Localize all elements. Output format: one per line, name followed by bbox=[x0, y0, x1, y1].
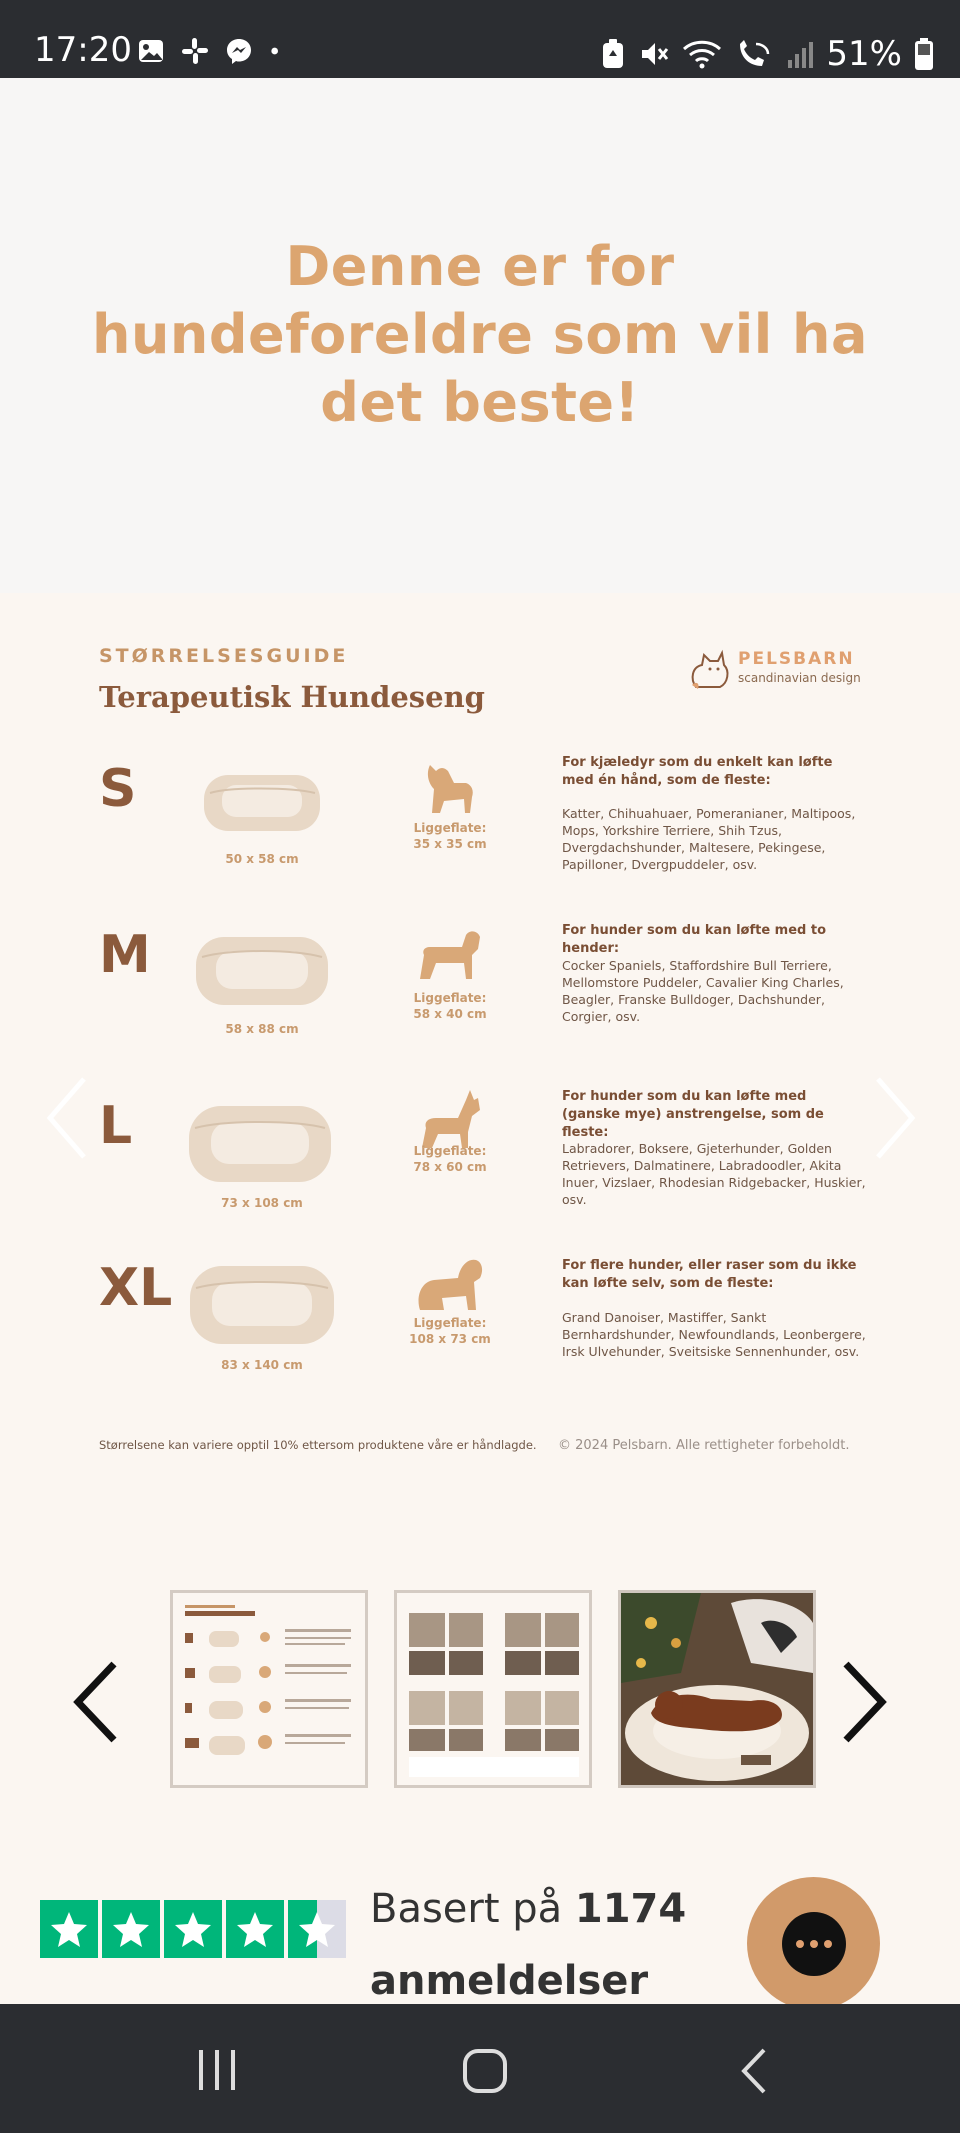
size-row-m bbox=[0, 923, 960, 1083]
thumbnail-size-guide[interactable] bbox=[170, 1590, 368, 1788]
android-nav-bar bbox=[0, 2004, 960, 2133]
size-guide-slide[interactable] bbox=[0, 593, 960, 1523]
signal-icon bbox=[786, 38, 814, 70]
lie-dimensions: 35 x 35 cm bbox=[413, 837, 487, 851]
hero-title: Denne er for hundeforeldre som vil ha det beste! bbox=[92, 235, 868, 434]
lie-label: Liggeflate: bbox=[413, 1144, 487, 1158]
battery-icon bbox=[914, 37, 934, 71]
size-breed-list: Labradorer, Boksere, Gjeterhunder, Golden Retrievers, Dalmatinere, Labradoodler, Akita Inuer, Vizslaer, Rhodesian Ridgebacker, Huskier, osv. bbox=[562, 1141, 866, 1207]
status-right-icons bbox=[600, 34, 934, 74]
dot-icon bbox=[268, 36, 288, 66]
size-breed-list: Cocker Spaniels, Staffordshire Bull Terriere, Mellomstore Puddeler, Cavalier King Charles, Beagler, Franske Bulldoger, Dachshunder, Corgier, osv. bbox=[562, 958, 844, 1024]
review-count: 1174 bbox=[574, 1886, 687, 1932]
thumbnail-next-arrow-icon[interactable] bbox=[838, 1660, 888, 1744]
half-star-icon bbox=[288, 1900, 346, 1958]
lie-label: Liggeflate: bbox=[413, 1316, 487, 1330]
battery-percent: 51% bbox=[826, 34, 902, 74]
size-guide-title: Terapeutisk Hundeseng bbox=[99, 680, 485, 714]
review-prefix: Basert på bbox=[370, 1886, 563, 1932]
lie-dimensions: 108 x 73 cm bbox=[409, 1332, 491, 1346]
bed-dimensions: 50 x 58 cm bbox=[225, 852, 299, 866]
brand-name: PELSBARN bbox=[738, 649, 855, 669]
size-letter: M bbox=[99, 925, 151, 985]
status-bar bbox=[0, 0, 960, 78]
copyright: © 2024 Pelsbarn. Alle rettigheter forbeholdt. bbox=[558, 1438, 850, 1453]
size-letter: S bbox=[99, 759, 137, 819]
size-guide-kicker: STØRRELSESGUIDE bbox=[99, 645, 349, 667]
review-summary bbox=[370, 1873, 730, 2004]
trustpilot-stars bbox=[40, 1900, 346, 1958]
size-description-heading: For hunder som du kan løfte med to hender: bbox=[562, 923, 827, 956]
slide-next-arrow-icon[interactable] bbox=[870, 1073, 920, 1163]
size-row-l bbox=[0, 1088, 960, 1248]
bed-image-s bbox=[200, 767, 325, 837]
image-icon bbox=[136, 36, 166, 66]
review-suffix: anmeldelser bbox=[370, 1958, 649, 2004]
size-description-heading: For flere hunder, eller raser som du ikke kan løfte selv, som de fleste: bbox=[562, 1258, 857, 1291]
hero-section bbox=[0, 78, 960, 593]
size-footnote: Størrelsene kan variere opptil 10% ettersom produktene våre er håndlagde. bbox=[99, 1438, 537, 1452]
bed-image-xl bbox=[186, 1258, 338, 1350]
star-icon bbox=[102, 1900, 160, 1958]
chat-button[interactable] bbox=[747, 1877, 880, 2004]
star-icon bbox=[40, 1900, 98, 1958]
wifi-icon bbox=[682, 38, 722, 70]
star-icon bbox=[226, 1900, 284, 1958]
web-page bbox=[0, 78, 960, 2004]
size-row-xl bbox=[0, 1258, 960, 1418]
pelsbarn-logo bbox=[688, 641, 863, 697]
size-description-heading: For hunder som du kan løfte med (ganske mye) anstrengelse, som de fleste: bbox=[562, 1089, 824, 1140]
size-breed-list: Katter, Chihuahuaer, Pomeranianer, Maltipoos, Mops, Yorkshire Terriere, Shih Tzus, Dvergdachshunder, Maltesere, Pekingese, Papilloner, Dvergpuddeler, osv. bbox=[562, 806, 856, 872]
dog-on-bed-thumbnail-image bbox=[621, 1593, 813, 1785]
slack-icon bbox=[180, 36, 210, 66]
bed-dimensions: 73 x 108 cm bbox=[221, 1196, 303, 1210]
thumbnail-prev-arrow-icon[interactable] bbox=[72, 1660, 122, 1744]
status-left-icons bbox=[136, 36, 288, 66]
lie-dimensions: 58 x 40 cm bbox=[413, 1007, 487, 1021]
cat-logo-icon bbox=[688, 643, 734, 691]
size-breed-list: Grand Danoiser, Mastiffer, Sankt Bernhardshunder, Newfoundlands, Leonbergere, Irsk Ulvehunder, Sveitsiske Sennenhunder, osv. bbox=[562, 1310, 866, 1359]
bed-dimensions: 83 x 140 cm bbox=[221, 1358, 303, 1372]
size-guide-thumbnail-image bbox=[173, 1593, 365, 1785]
home-icon[interactable] bbox=[462, 2048, 508, 2094]
bed-image-m bbox=[192, 929, 332, 1011]
star-icon bbox=[164, 1900, 222, 1958]
thumbnail-dog-photo[interactable] bbox=[618, 1590, 816, 1788]
battery-saver-icon bbox=[600, 38, 626, 70]
size-description-heading: For kjæledyr som du enkelt kan løfte med én hånd, som de fleste: bbox=[562, 755, 833, 788]
back-icon[interactable] bbox=[738, 2046, 770, 2096]
rating-section bbox=[0, 1793, 960, 2004]
bed-dimensions: 58 x 88 cm bbox=[225, 1022, 299, 1036]
brand-tagline: scandinavian design bbox=[738, 671, 861, 685]
chat-bubble-icon bbox=[782, 1912, 846, 1976]
thumbnail-photo-grid[interactable] bbox=[394, 1590, 592, 1788]
xl-dog-icon bbox=[414, 1252, 486, 1312]
wifi-calling-icon bbox=[734, 38, 774, 70]
large-dog-icon bbox=[418, 1088, 484, 1150]
status-time: 17:20 bbox=[34, 30, 132, 70]
slide-prev-arrow-icon[interactable] bbox=[42, 1073, 92, 1163]
photo-grid-thumbnail-image bbox=[397, 1593, 589, 1785]
recent-apps-icon[interactable] bbox=[195, 2048, 239, 2092]
mute-icon bbox=[638, 38, 670, 70]
size-letter: L bbox=[99, 1096, 133, 1156]
size-letter: XL bbox=[99, 1258, 173, 1318]
bed-image-l bbox=[185, 1098, 335, 1188]
lie-label: Liggeflate: bbox=[413, 821, 487, 835]
messenger-icon bbox=[224, 36, 254, 66]
size-row-s bbox=[0, 753, 960, 913]
thumbnail-strip bbox=[0, 1523, 960, 1793]
small-dog-icon bbox=[420, 755, 480, 815]
medium-dog-icon bbox=[414, 925, 484, 981]
lie-label: Liggeflate: bbox=[413, 991, 487, 1005]
lie-dimensions: 78 x 60 cm bbox=[413, 1160, 487, 1174]
